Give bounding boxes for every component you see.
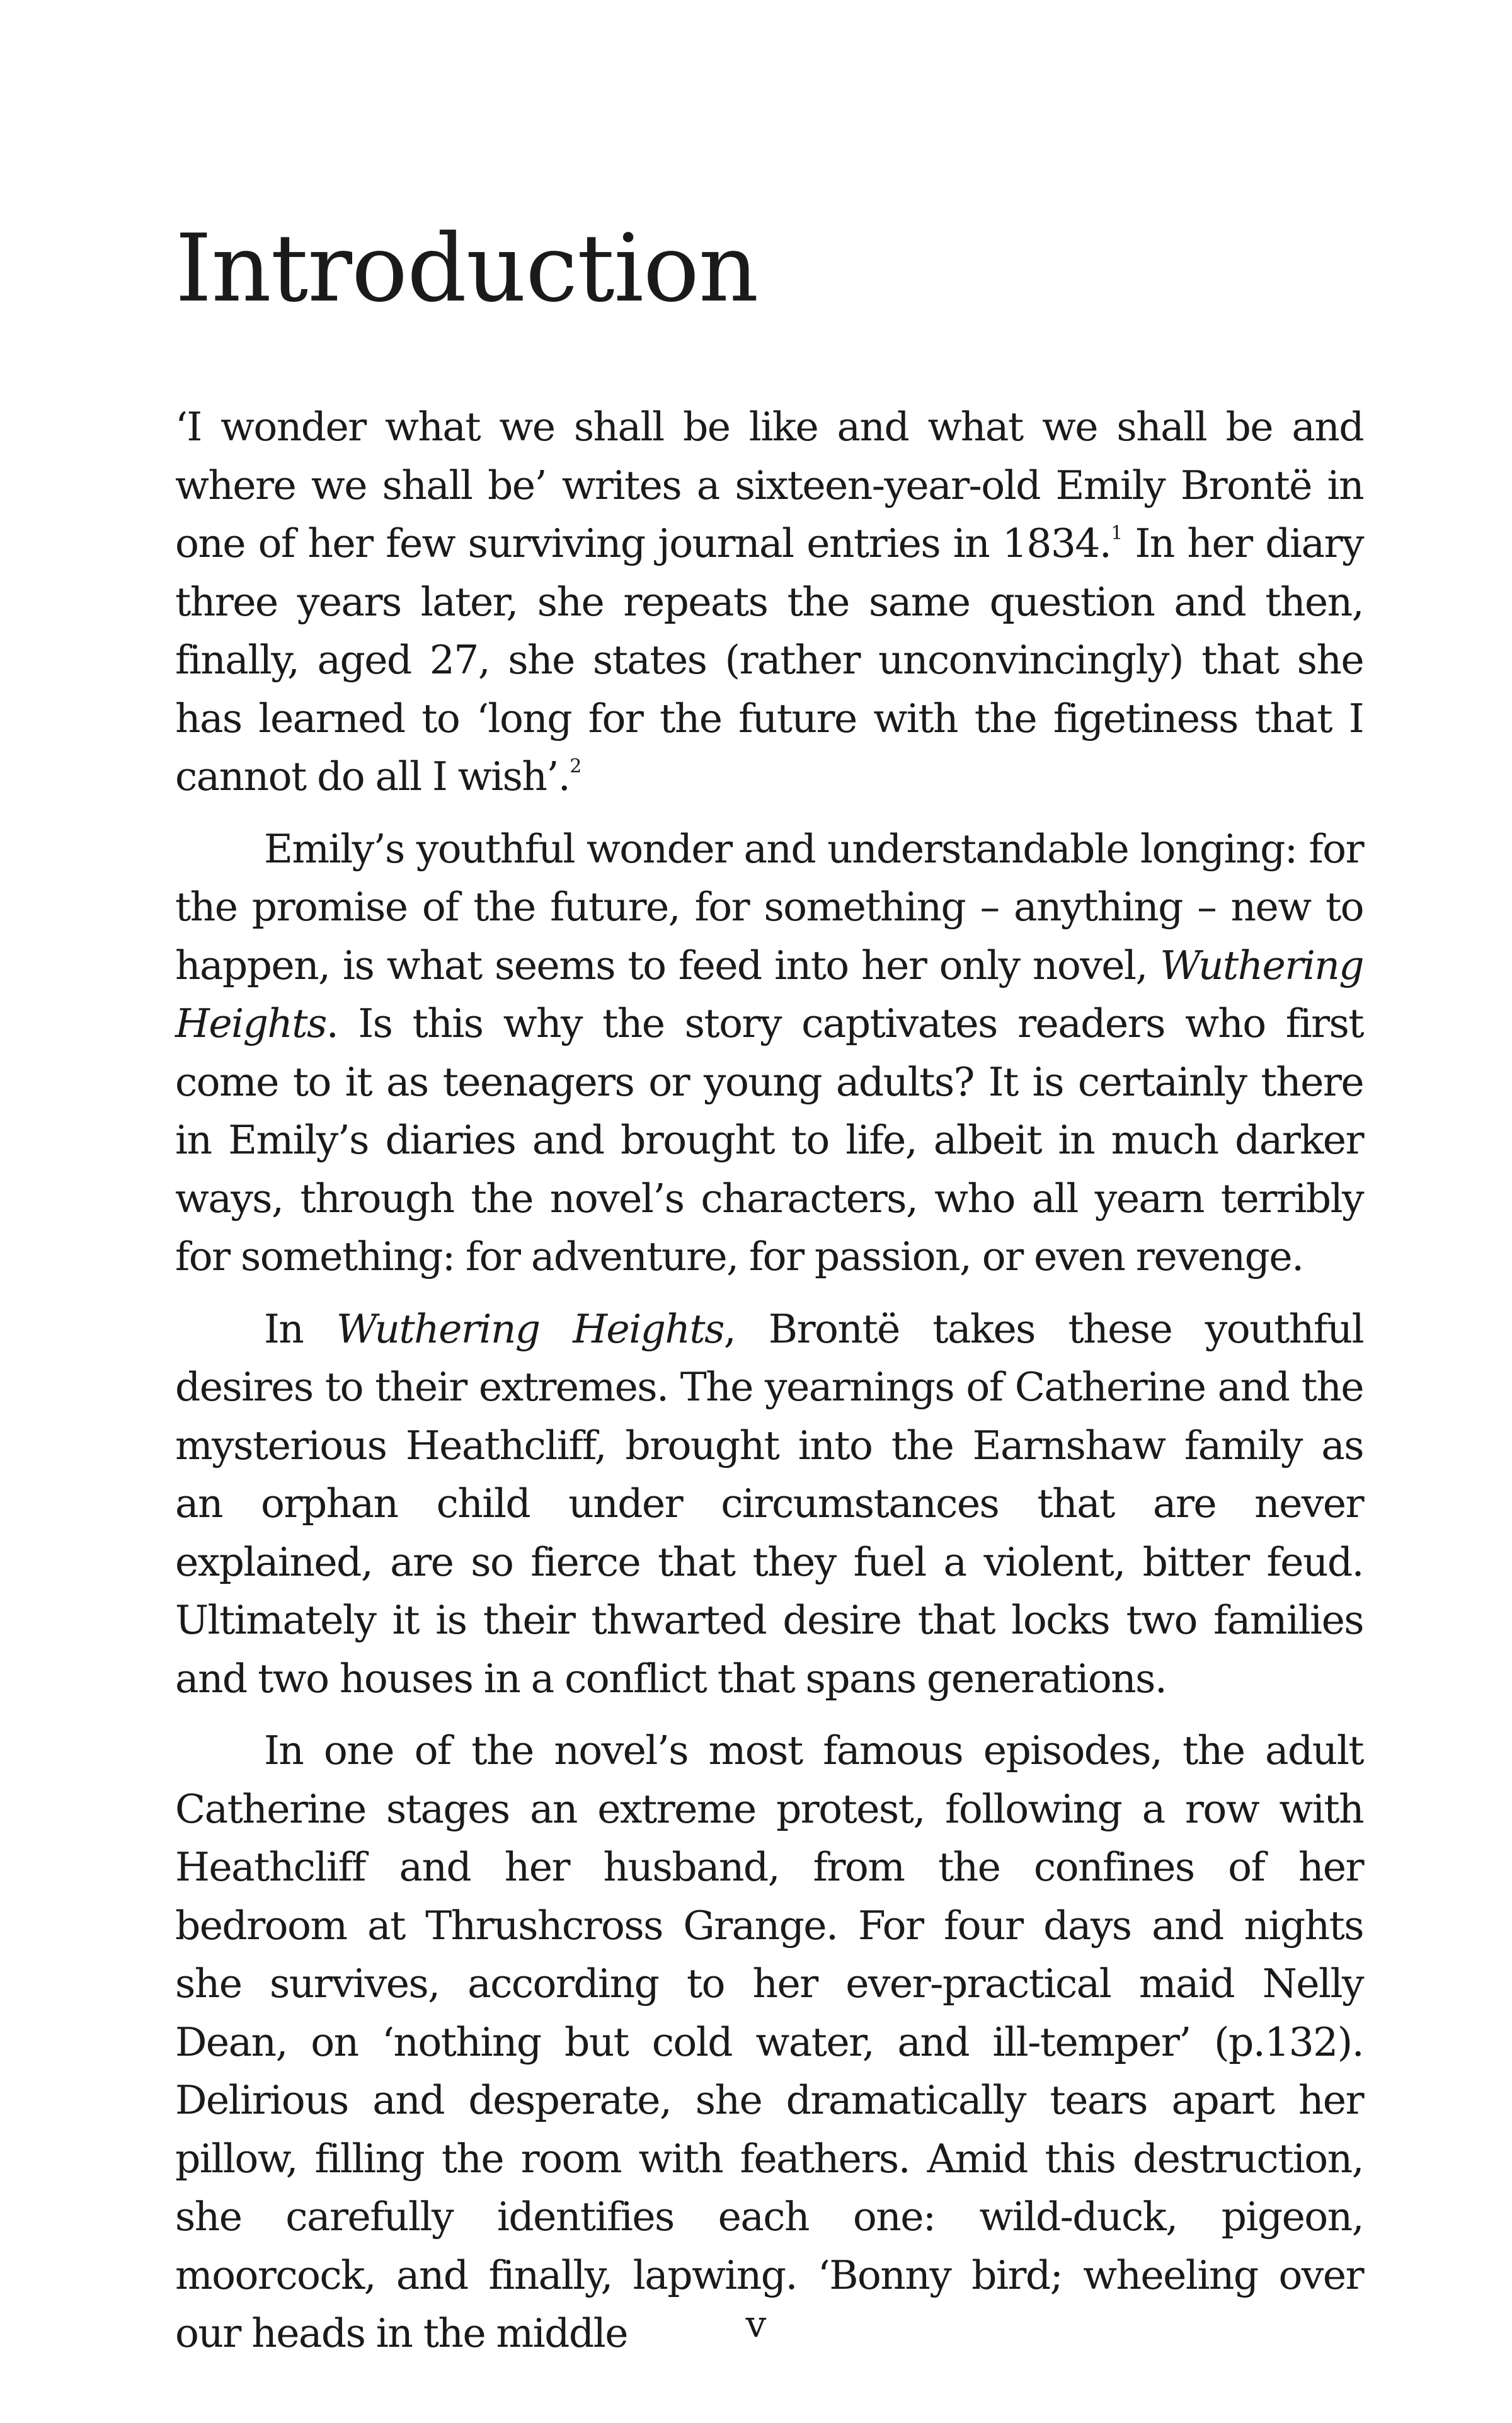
paragraph-1-part-b: In her diary three years later, she repeats the same question and then, finally, aged 27, she states (rather unconvincingly) that she has learned to ‘long for the future with the figetiness that I cannot do all I wish’. — [175, 520, 1363, 799]
paragraph-1 — [175, 398, 1363, 806]
paragraph-3-part-b: , Brontë takes these youthful desires to their extremes. The yearnings of Catherine and the mysterious Heathcliff, brought into the Earnshaw family as an orphan child under circumstances that are never explained, are so fierce that they fuel a violent, bitter feud. Ultimately it is their thwarted desire that locks two families and two houses in a conflict that spans generations. — [175, 1305, 1363, 1702]
paragraph-2 — [175, 820, 1363, 1286]
paragraph-2-part-b: . Is this why the story captivates readers who first come to it as teenagers or young adults? It is certainly there in Emily’s diaries and brought to life, albeit in much darker ways, through the novel’s characters, who all yearn terribly for something: for adventure, for passion, or even revenge. — [175, 1000, 1363, 1280]
footnote-ref-1: 1 — [1111, 522, 1122, 544]
paragraph-4 — [175, 1722, 1363, 2363]
paragraph-2-part-a: Emily’s youthful wonder and understandable longing: for the promise of the future, for something – anything – new to happen, is what seems to feed into her only novel, — [175, 825, 1363, 988]
page-number: v — [745, 2303, 767, 2346]
paragraph-1-part-a: ‘I wonder what we shall be like and what we shall be and where we shall be’ writes a sixteen-year-old Emily Brontë in one of her few surviving journal entries in 1834. — [175, 404, 1363, 566]
paragraph-3-part-a: In — [264, 1305, 336, 1352]
chapter-title: Introduction — [175, 214, 759, 323]
paragraph-4-text: In one of the novel’s most famous episodes, the adult Catherine stages an extreme protest, following a row with Heathcliff and her husband, from the confines of her bedroom at Thrushcross Grange. For four days and nights she survives, according to her ever-practical maid Nelly Dean, on ‘nothing but cold water, and ill-temper’ (p.132). Delirious and desperate, she dramatically tears apart her pillow, filling the room with feathers. Amid this destruction, she carefully identifies each one: wild-duck, pigeon, moorcock, and finally, lapwing. ‘Bonny bird; wheeling over our heads in the middle — [175, 1727, 1363, 2356]
book-title-italic: Wuthering Heights — [175, 942, 1363, 1046]
footnote-ref-2: 2 — [570, 755, 581, 777]
body-text — [175, 398, 1363, 2377]
book-title-italic: Wuthering Heights — [336, 1305, 724, 1352]
paragraph-3 — [175, 1300, 1363, 1709]
